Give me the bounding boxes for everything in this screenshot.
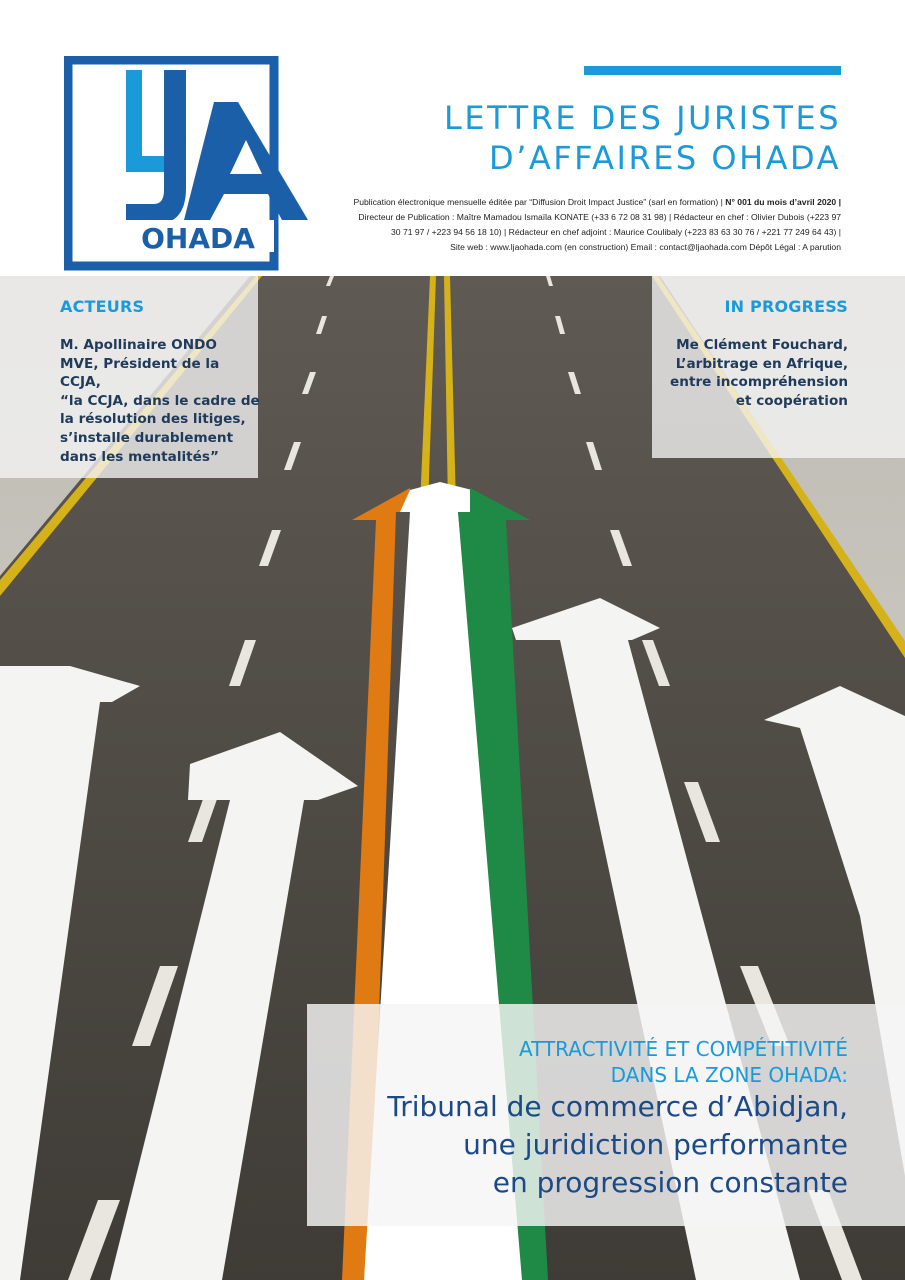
feature-headline-line-1: Tribunal de commerce d’Abidjan, [387,1090,848,1123]
feature-kicker-line-2: DANS LA ZONE OHADA: [610,1063,848,1087]
feature-headline-line-2: une juridiction performante [463,1128,848,1161]
acteurs-heading: ACTEURS [60,297,145,316]
acteurs-line: CCJA, [60,374,101,391]
magazine-title-line-2: D’AFFAIRES OHADA [489,139,841,177]
colophon-line-4: Site web : www.ljaohada.com (en construction) Email : contact@ljaohada.com Dépôt Légal : A parution [450,242,841,252]
in-progress-heading: IN PROGRESS [724,297,848,316]
feature-headline-line-3: en progression constante [492,1166,848,1199]
masthead-accent-rule [584,66,841,75]
feature-kicker-line-1: ATTRACTIVITÉ ET COMPÉTITIVITÉ [518,1037,848,1061]
in-progress-line: L’arbitrage en Afrique, [675,355,848,372]
acteurs-line: “la CCJA, dans le cadre de [60,392,260,409]
acteurs-line: MVE, Président de la [60,355,220,372]
colophon [281,195,841,255]
acteurs-line: s’installe durablement [60,429,234,446]
acteurs-teaser[interactable] [60,336,260,466]
magazine-title [321,98,841,178]
colophon-line-1: Publication électronique mensuelle éditée par “Diffusion Droit Impact Justice” (sarl en formation) | N° 001 du mois d’avril 2020 | [353,197,841,207]
logo-wordmark: OHADA [141,222,255,255]
colophon-line-2: Directeur de Publication : Maître Mamadou Ismaïla KONATE (+33 6 72 08 31 98) | Rédacteur en chef : Olivier Dubois (+223 97 [358,212,841,222]
issue-number: N° 001 du mois d’avril 2020 [725,197,837,207]
in-progress-line: entre incompréhension [670,374,848,391]
magazine-title-line-1: LETTRE DES JURISTES [444,99,841,137]
lja-ohada-logo [64,56,309,271]
colophon-line-3: 30 71 97 / +223 94 56 18 10) | Rédacteur en chef adjoint : Maurice Coulibaly (+223 83 63 30 76 / +221 77 249 64 43) | [391,227,841,237]
acteurs-line: la résolution des litiges, [60,411,246,428]
acteurs-line: M. Apollinaire ONDO [60,337,217,353]
in-progress-line: Me Clément Fouchard, [676,337,848,353]
acteurs-line: dans les mentalités” [60,448,219,465]
feature-article[interactable] [387,1036,848,1202]
in-progress-teaser[interactable] [670,336,848,410]
in-progress-line: et coopération [735,392,848,409]
